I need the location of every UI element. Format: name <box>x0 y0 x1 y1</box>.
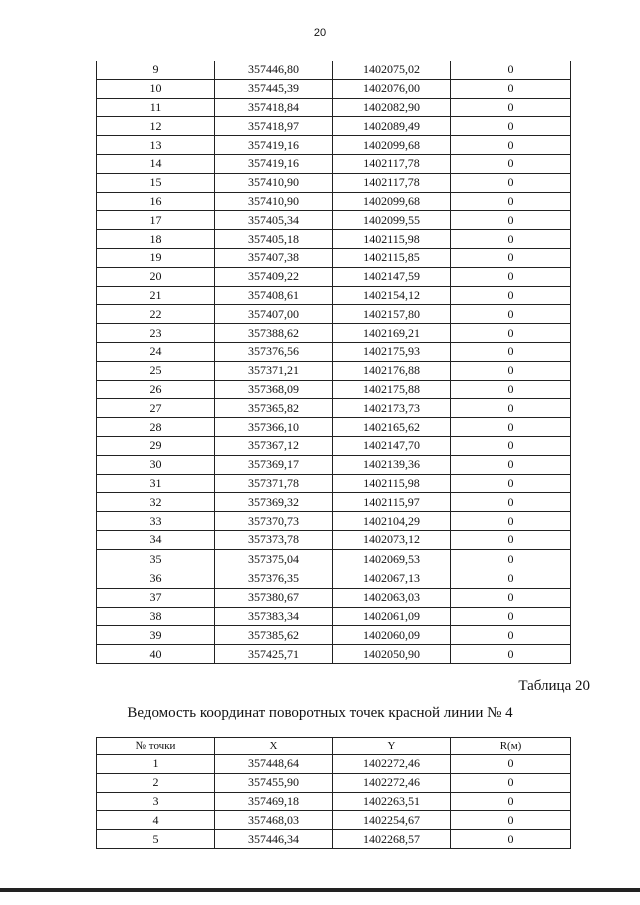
table-row <box>97 549 571 588</box>
cell-x: 357407,38 <box>215 248 333 267</box>
cell-n: 25 <box>97 361 215 380</box>
cell-x: 357367,12 <box>215 436 333 455</box>
table-row <box>97 626 571 645</box>
cell-y: 1402169,21 <box>333 324 451 343</box>
cell-n: 2 <box>97 773 215 792</box>
cell-r: 0 <box>451 436 571 455</box>
cell-y <box>333 549 451 588</box>
cell-r <box>451 549 571 588</box>
cell-y: 1402082,90 <box>333 98 451 117</box>
cell-n: 31 <box>97 474 215 493</box>
header-point-number: № точки <box>97 738 215 755</box>
cell-r: 0 <box>451 607 571 626</box>
table-row <box>97 493 571 512</box>
cell-x: 357445,39 <box>215 79 333 98</box>
cell-y: 1402263,51 <box>333 792 451 811</box>
cell-y: 1402115,98 <box>333 230 451 249</box>
cell-x: 357376,56 <box>215 342 333 361</box>
cell-y: 1402099,68 <box>333 136 451 155</box>
cell-r: 0 <box>451 79 571 98</box>
table-title: Ведомость координат поворотных точек красной линии № 4 <box>127 705 513 721</box>
table-row <box>97 136 571 155</box>
cell-n: 14 <box>97 154 215 173</box>
cell-r: 0 <box>451 474 571 493</box>
cell-r: 0 <box>451 626 571 645</box>
table-row <box>97 324 571 343</box>
cell-x: 357380,67 <box>215 588 333 607</box>
table-row <box>97 248 571 267</box>
cell-x: 357419,16 <box>215 136 333 155</box>
cell-r: 0 <box>451 588 571 607</box>
cell-y: 1402115,85 <box>333 248 451 267</box>
table-row <box>97 211 571 230</box>
cell-n: 9 <box>97 61 215 79</box>
cell-n: 40 <box>97 645 215 664</box>
cell-value: 36 <box>149 570 162 585</box>
table-row <box>97 342 571 361</box>
cell-r: 0 <box>451 455 571 474</box>
table-row <box>97 98 571 117</box>
cell-n: 11 <box>97 98 215 117</box>
table-row <box>97 399 571 418</box>
cell-n: 20 <box>97 267 215 286</box>
cell-x: 357418,97 <box>215 117 333 136</box>
table-row <box>97 588 571 607</box>
cell-y: 1402176,88 <box>333 361 451 380</box>
cell-n: 29 <box>97 436 215 455</box>
table-row <box>97 361 571 380</box>
cell-value: 357376,35 <box>248 570 299 585</box>
table-header-row <box>97 738 571 755</box>
cell-n: 5 <box>97 830 215 849</box>
cell-y: 1402272,46 <box>333 755 451 774</box>
cell-x: 357385,62 <box>215 626 333 645</box>
table-row <box>97 117 571 136</box>
cell-y: 1402117,78 <box>333 154 451 173</box>
cell-r: 0 <box>451 773 571 792</box>
cell-y: 1402147,70 <box>333 436 451 455</box>
table-row <box>97 305 571 324</box>
cell-r: 0 <box>451 380 571 399</box>
table-caption: Таблица 20 <box>518 678 590 694</box>
cell-y: 1402165,62 <box>333 418 451 437</box>
table-row <box>97 267 571 286</box>
cell-r: 0 <box>451 173 571 192</box>
table-row <box>97 811 571 830</box>
cell-r: 0 <box>451 530 571 549</box>
cell-y: 1402115,98 <box>333 474 451 493</box>
cell-r: 0 <box>451 305 571 324</box>
cell-y: 1402175,88 <box>333 380 451 399</box>
cell-n: 27 <box>97 399 215 418</box>
cell-y: 1402115,97 <box>333 493 451 512</box>
cell-n: 24 <box>97 342 215 361</box>
cell-r: 0 <box>451 154 571 173</box>
cell-x: 357365,82 <box>215 399 333 418</box>
cell-value: 1402067,13 <box>363 570 420 585</box>
cell-r: 0 <box>451 493 571 512</box>
cell-y: 1402063,03 <box>333 588 451 607</box>
cell-y: 1402272,46 <box>333 773 451 792</box>
cell-y: 1402268,57 <box>333 830 451 849</box>
cell-r: 0 <box>451 512 571 531</box>
cell-n: 22 <box>97 305 215 324</box>
cell-r: 0 <box>451 192 571 211</box>
cell-n: 1 <box>97 755 215 774</box>
cell-y: 1402060,09 <box>333 626 451 645</box>
cell-x: 357409,22 <box>215 267 333 286</box>
cell-x: 357383,34 <box>215 607 333 626</box>
table-row <box>97 380 571 399</box>
cell-r: 0 <box>451 324 571 343</box>
cell-r: 0 <box>451 645 571 664</box>
cell-n: 19 <box>97 248 215 267</box>
cell-y: 1402075,02 <box>333 61 451 79</box>
cell-value: 0 <box>507 551 514 566</box>
cell-r: 0 <box>451 792 571 811</box>
table-row <box>97 173 571 192</box>
cell-r: 0 <box>451 230 571 249</box>
cell-y: 1402147,59 <box>333 267 451 286</box>
table-row <box>97 61 571 79</box>
table-row <box>97 192 571 211</box>
table-row <box>97 830 571 849</box>
table-row <box>97 530 571 549</box>
cell-n: 28 <box>97 418 215 437</box>
cell-n: 34 <box>97 530 215 549</box>
page-number: 20 <box>313 27 327 39</box>
cell-r: 0 <box>451 399 571 418</box>
cell-y: 1402099,55 <box>333 211 451 230</box>
cell-x: 357455,90 <box>215 773 333 792</box>
cell-x: 357407,00 <box>215 305 333 324</box>
cell-y: 1402061,09 <box>333 607 451 626</box>
cell-x: 357369,17 <box>215 455 333 474</box>
cell-n: 17 <box>97 211 215 230</box>
table-row <box>97 512 571 531</box>
cell-x: 357371,21 <box>215 361 333 380</box>
table-row <box>97 474 571 493</box>
table-row <box>97 79 571 98</box>
cell-x: 357448,64 <box>215 755 333 774</box>
cell-r: 0 <box>451 98 571 117</box>
cell-n: 4 <box>97 811 215 830</box>
cell-n: 23 <box>97 324 215 343</box>
cell-y: 1402089,49 <box>333 117 451 136</box>
cell-x: 357446,34 <box>215 830 333 849</box>
table-row <box>97 436 571 455</box>
cell-x: 357373,78 <box>215 530 333 549</box>
cell-r: 0 <box>451 136 571 155</box>
cell-x: 357368,09 <box>215 380 333 399</box>
cell-y: 1402117,78 <box>333 173 451 192</box>
cell-n: 30 <box>97 455 215 474</box>
cell-x: 357410,90 <box>215 192 333 211</box>
cell-r: 0 <box>451 248 571 267</box>
cell-y: 1402175,93 <box>333 342 451 361</box>
cell-x: 357405,18 <box>215 230 333 249</box>
cell-x: 357410,90 <box>215 173 333 192</box>
cell-n: 33 <box>97 512 215 531</box>
cell-n: 26 <box>97 380 215 399</box>
cell-x: 357469,18 <box>215 792 333 811</box>
cell-n: 13 <box>97 136 215 155</box>
cell-n: 38 <box>97 607 215 626</box>
cell-value: 357375,04 <box>248 551 299 566</box>
cell-y: 1402173,73 <box>333 399 451 418</box>
cell-n: 39 <box>97 626 215 645</box>
cell-y: 1402099,68 <box>333 192 451 211</box>
cell-r: 0 <box>451 267 571 286</box>
cell-r: 0 <box>451 61 571 79</box>
cell-x: 357468,03 <box>215 811 333 830</box>
coordinates-table-continued <box>96 61 571 664</box>
cell-n: 12 <box>97 117 215 136</box>
cell-r: 0 <box>451 811 571 830</box>
cell-r: 0 <box>451 755 571 774</box>
cell-x: 357371,78 <box>215 474 333 493</box>
cell-x: 357388,62 <box>215 324 333 343</box>
header-y: Y <box>333 738 451 755</box>
cell-n: 18 <box>97 230 215 249</box>
cell-x <box>215 549 333 588</box>
table-row <box>97 607 571 626</box>
table-row <box>97 286 571 305</box>
cell-x: 357419,16 <box>215 154 333 173</box>
cell-r: 0 <box>451 211 571 230</box>
cell-x: 357369,32 <box>215 493 333 512</box>
cell-n: 10 <box>97 79 215 98</box>
cell-y: 1402050,90 <box>333 645 451 664</box>
cell-r: 0 <box>451 342 571 361</box>
cell-r: 0 <box>451 117 571 136</box>
cell-n: 15 <box>97 173 215 192</box>
cell-n: 3 <box>97 792 215 811</box>
cell-n: 32 <box>97 493 215 512</box>
cell-r: 0 <box>451 286 571 305</box>
header-x: X <box>215 738 333 755</box>
cell-n: 37 <box>97 588 215 607</box>
cell-x: 357446,80 <box>215 61 333 79</box>
cell-x: 357370,73 <box>215 512 333 531</box>
cell-value: 0 <box>507 570 514 585</box>
cell-r: 0 <box>451 418 571 437</box>
table-row <box>97 230 571 249</box>
scan-bottom-edge <box>0 888 640 892</box>
cell-n: 16 <box>97 192 215 211</box>
table-row <box>97 755 571 774</box>
cell-n: 21 <box>97 286 215 305</box>
cell-y: 1402154,12 <box>333 286 451 305</box>
cell-y: 1402104,29 <box>333 512 451 531</box>
cell-x: 357408,61 <box>215 286 333 305</box>
cell-y: 1402157,80 <box>333 305 451 324</box>
cell-r: 0 <box>451 361 571 380</box>
cell-y: 1402076,00 <box>333 79 451 98</box>
coordinates-table-red-line-4 <box>96 737 571 849</box>
cell-value: 1402069,53 <box>363 551 420 566</box>
cell-y: 1402073,12 <box>333 530 451 549</box>
cell-x: 357405,34 <box>215 211 333 230</box>
table-row <box>97 645 571 664</box>
cell-y: 1402139,36 <box>333 455 451 474</box>
cell-y: 1402254,67 <box>333 811 451 830</box>
table-row <box>97 792 571 811</box>
table-row <box>97 154 571 173</box>
cell-r: 0 <box>451 830 571 849</box>
table-row <box>97 773 571 792</box>
cell-x: 357418,84 <box>215 98 333 117</box>
table-row <box>97 455 571 474</box>
cell-x: 357366,10 <box>215 418 333 437</box>
header-r: R(м) <box>451 738 571 755</box>
table-row <box>97 418 571 437</box>
cell-n <box>97 549 215 588</box>
cell-value: 35 <box>149 551 162 566</box>
cell-x: 357425,71 <box>215 645 333 664</box>
